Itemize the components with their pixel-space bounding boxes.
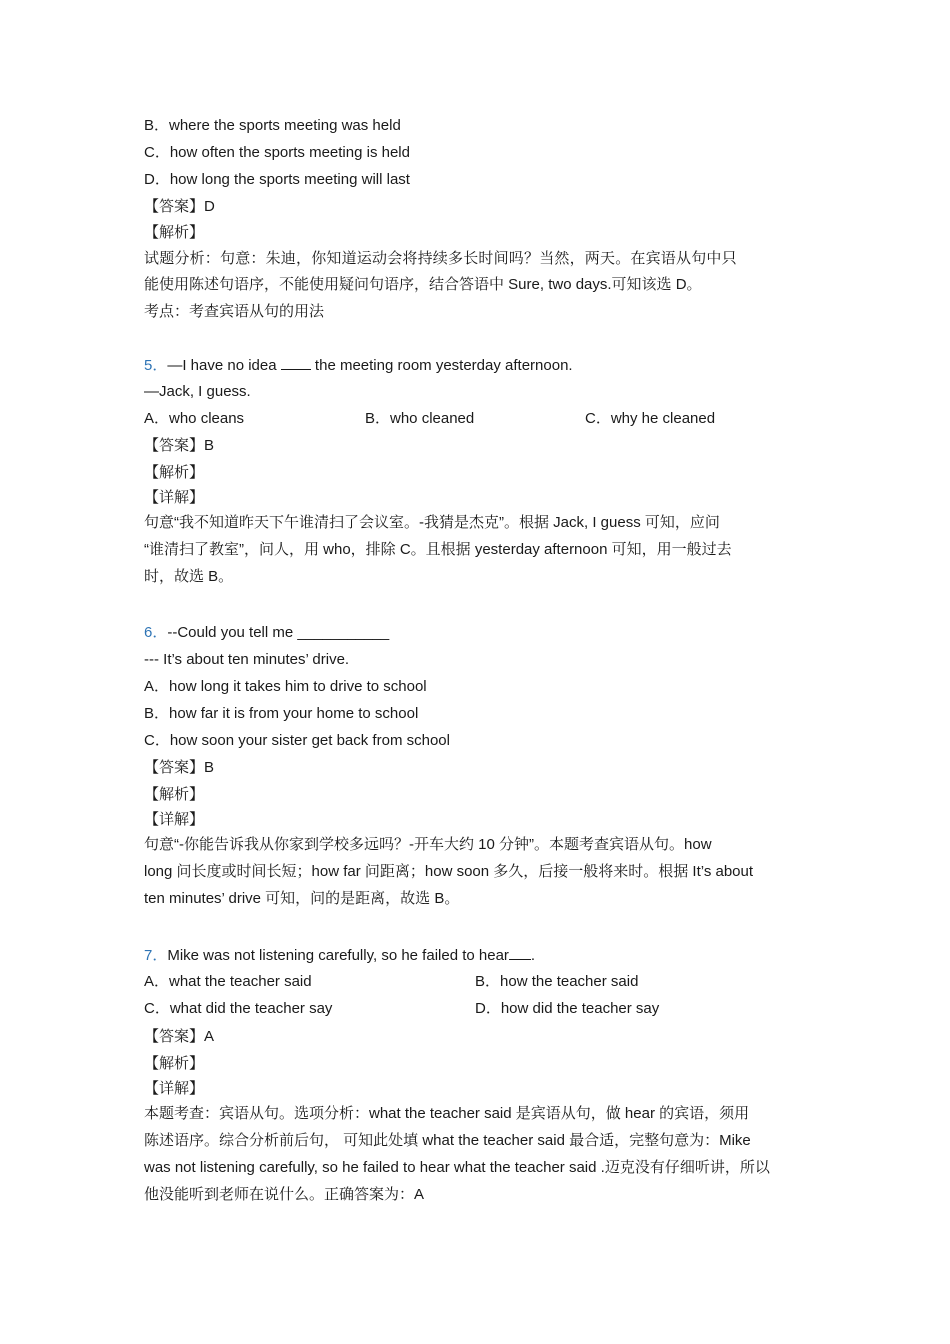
q7-number: 7．: [144, 947, 168, 964]
q4-answer: 【答案】D: [144, 198, 215, 215]
q4-analysis-line: 能使用陈述句语序，不能使用疑问句语序，结合答语中 Sure, two days.可知该选 D。: [144, 276, 702, 293]
q7-option-c: C．what did the teacher say: [144, 1000, 333, 1017]
q5-detail-line: 时，故选 B。: [144, 568, 234, 585]
q7-answer: 【答案】A: [144, 1028, 215, 1045]
q6-analysis-label: 【解析】: [144, 786, 205, 803]
q6-detail-line: long 问长度或时间长短；how far 问距离；how soon 多久，后接一般将来时。根据 It’s about: [144, 863, 754, 880]
q7-option-a: A．what the teacher said: [144, 973, 312, 990]
q4-kaodian: 考点：考查宾语从句的用法: [144, 303, 325, 320]
answer-blank: [509, 945, 531, 960]
q5-option-c: C．why he cleaned: [585, 410, 716, 427]
q6-number: 6．: [144, 624, 168, 641]
q6-detail-label: 【详解】: [144, 811, 205, 828]
q7-stem: [144, 945, 535, 966]
q4-option-c: C．how often the sports meeting is held: [144, 144, 410, 161]
q5-detail-line: 句意“我不知道昨天下午谁清扫了会议室。-我猜是杰克”。根据 Jack, I guess 可知，应问: [144, 514, 720, 531]
q6-stem: [144, 623, 389, 643]
q7-option-b: B．how the teacher said: [475, 973, 639, 990]
q7-detail-line: was not listening carefully, so he failed to hear what the teacher said .迈克没有仔细听讲，所以: [144, 1159, 770, 1176]
q7-stem-before: Mike was not listening carefully, so he failed to hear: [167, 947, 509, 964]
q6-option-b: B．how far it is from your home to school: [144, 705, 419, 722]
q5-option-b: B．who cleaned: [365, 410, 475, 427]
q6-option-c: C．how soon your sister get back from school: [144, 732, 450, 749]
q4-option-d: D．how long the sports meeting will last: [144, 171, 410, 188]
q5-stem: [144, 355, 573, 376]
q7-detail-line: 陈述语序。综合分析前后句， 可知此处填 what the teacher said 最合适，完整句意为：Mike: [144, 1132, 751, 1149]
q5-number: 5．: [144, 357, 168, 374]
q7-detail-line: 本题考查：宾语从句。选项分析：what the teacher said 是宾语从句，做 hear 的宾语，须用: [144, 1105, 750, 1122]
answer-blank: [281, 355, 311, 370]
q7-stem-after: .: [530, 947, 536, 964]
q5-detail-label: 【详解】: [144, 489, 205, 506]
q7-detail-line: 他没能听到老师在说什么。正确答案为：A: [144, 1186, 425, 1203]
q4-analysis-label: 【解析】: [144, 224, 205, 241]
q5-stem-after: the meeting room yesterday afternoon.: [310, 357, 573, 374]
q7-analysis-label: 【解析】: [144, 1055, 205, 1072]
q6-detail-line: ten minutes’ drive 可知，问的是距离，故选 B。: [144, 890, 460, 907]
q5-answer: 【答案】B: [144, 437, 215, 454]
q5-analysis-label: 【解析】: [144, 464, 205, 481]
q6-reply: --- It’s about ten minutes’ drive.: [144, 651, 350, 668]
q7-detail-label: 【详解】: [144, 1080, 205, 1097]
q5-detail-line: “谁清扫了教室”，问人，用 who，排除 C。且根据 yesterday afternoon 可知，用一般过去: [144, 541, 732, 558]
q6-option-a: A．how long it takes him to drive to school: [144, 678, 427, 695]
q6-stem-text: --Could you tell me ___________: [167, 624, 390, 641]
q5-reply: —Jack, I guess.: [144, 383, 251, 400]
q4-option-b: B．where the sports meeting was held: [144, 117, 401, 134]
q4-analysis-line: 试题分析：句意：朱迪，你知道运动会将持续多长时间吗？当然，两天。在宾语从句中只: [144, 250, 737, 267]
q6-detail-line: 句意“-你能告诉我从你家到学校多远吗？-开车大约 10 分钟”。本题考查宾语从句。how: [144, 836, 712, 853]
q6-answer: 【答案】B: [144, 759, 215, 776]
q7-option-d: D．how did the teacher say: [475, 1000, 660, 1017]
q5-stem-before: —I have no idea: [167, 357, 281, 374]
q5-option-a: A．who cleans: [144, 410, 245, 427]
